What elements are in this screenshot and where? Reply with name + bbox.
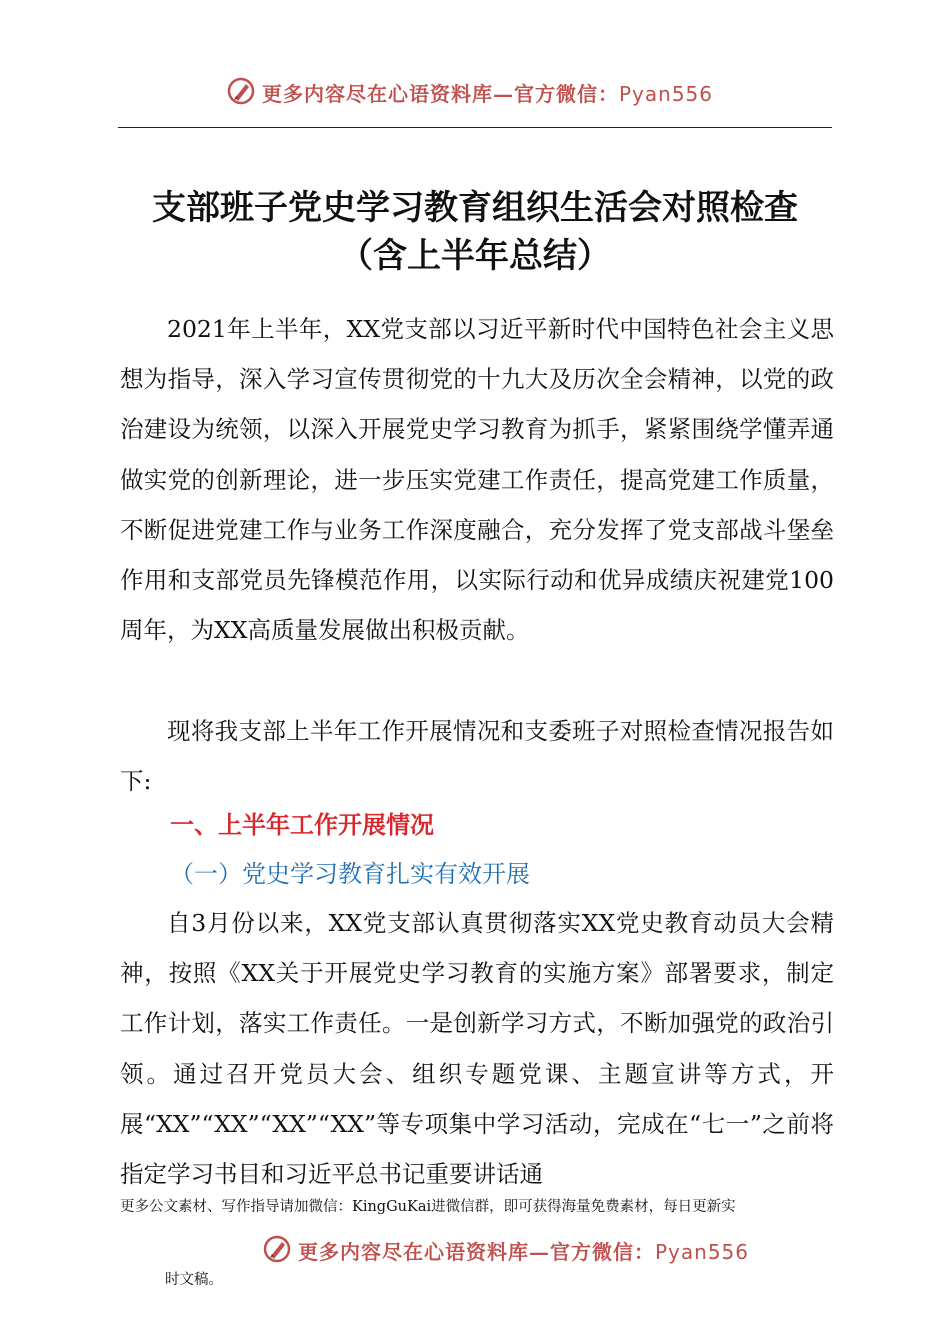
wechat-id: Pyan556	[619, 82, 714, 106]
subsection-heading-1: （一）党史学习教育扎实有效开展	[170, 860, 530, 888]
intro-text: 2021年上半年，XX党支部以习近平新时代中国特色社会主义思想为指导，深入学习宣传贯彻党的十九大及历次全会精神，以党的政治建设为统领，以深入开展党史学习教育为抓手，紧紧围绕学懂弄通做实党的创新理论，进一步压实党建工作责任，提高党建工作质量，不断促进党建工作与业务工作深度融合，充分发挥了党支部战斗堡垒作用和支部党员先锋模范作用，以实际行动和优异成绩庆祝建党100周年，为XX高质量发展做出积极贡献。	[120, 315, 834, 645]
section1-text: 自3月份以来，XX党支部认真贯彻落实XX党史教育动员大会精神，按照《XX关于开展党史学习教育的实施方案》部署要求，制定工作计划，落实工作责任。一是创新学习方式，不断加强党的政治引领。通过召开党员大会、组织专题党课、主题宣讲等方式，开展“XX”“XX”“XX”“XX”等专项集中学习活动，完成在“七一”之前将指定学习书目和习近平总书记重要讲话通	[120, 909, 834, 1189]
footer-promo-line2: 时文稿。	[165, 1272, 223, 1288]
wechat-id: Pyan556	[655, 1240, 750, 1264]
report-text: 现将我支部上半年工作开展情况和支委班子对照检查情况报告如下:	[120, 717, 834, 796]
footer-banner-text	[298, 1236, 749, 1265]
section-heading-1: 一、上半年工作开展情况	[170, 811, 434, 839]
header-divider	[118, 127, 832, 128]
official-label: 官方微信：	[550, 1240, 655, 1264]
banner-separator: —	[493, 82, 514, 106]
document-subtitle: （含上半年总结）	[339, 236, 611, 276]
header-banner-text	[262, 78, 713, 107]
pen-logo-icon	[262, 1234, 292, 1264]
brand-name: 更多内容尽在心语资料库	[298, 1240, 529, 1264]
footer-banner	[0, 1230, 950, 1270]
footer-promo-line1: 更多公文素材、写作指导请加微信：KingGuKai进微信群，即可获得海量免费素材，每日更新实	[120, 1199, 736, 1215]
document-title: 支部班子党史学习教育组织生活会对照检查	[152, 188, 798, 228]
report-paragraph	[120, 706, 834, 806]
header-banner	[0, 72, 950, 112]
section1-paragraph	[120, 898, 834, 1199]
pen-logo-icon	[226, 76, 256, 106]
banner-separator: —	[529, 1240, 550, 1264]
brand-name: 更多内容尽在心语资料库	[262, 82, 493, 106]
official-label: 官方微信：	[514, 82, 619, 106]
intro-paragraph	[120, 304, 834, 655]
